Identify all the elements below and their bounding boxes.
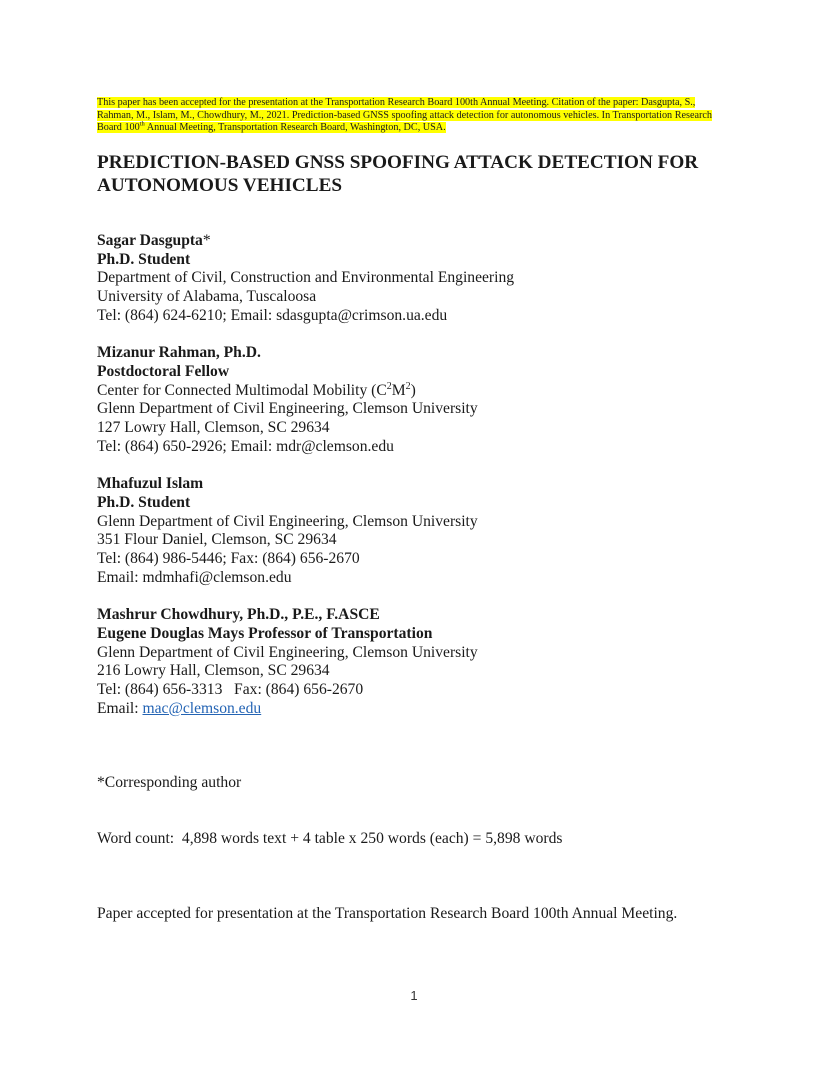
corresponding-author-note: *Corresponding author [97, 774, 242, 791]
author-contact-line: Tel: (864) 986-5446; Fax: (864) 656-2670 [97, 550, 360, 568]
author-affiliation-line: Department of Civil, Construction and Environmental Engineering [97, 269, 515, 287]
acceptance-note-superscript: th [139, 120, 145, 128]
author-position: Ph.D. Student [97, 250, 191, 268]
author-affiliation-line: University of Alabama, Tuscaloosa [97, 288, 317, 306]
author-address-line: 351 Flour Daniel, Clemson, SC 29634 [97, 531, 337, 549]
corresponding-marker: * [202, 232, 211, 249]
acceptance-note [97, 97, 729, 135]
author-contact-line: Tel: (864) 656-3313 Fax: (864) 656-2670 [97, 681, 364, 699]
author-block [97, 475, 757, 587]
author-email-line [97, 700, 757, 719]
author-block [97, 232, 757, 326]
author-block [97, 606, 757, 718]
author-position: Postdoctoral Fellow [97, 363, 230, 381]
center-line-superscript: 2 [405, 380, 411, 392]
author-name: Sagar Dasgupta [97, 232, 203, 249]
center-line-superscript: 2 [386, 380, 392, 392]
author-name: Mhafuzul Islam [97, 475, 204, 493]
author-contact-line: Tel: (864) 624-6210; Email: sdasgupta@crimson.ua.edu [97, 306, 448, 324]
center-line-suffix: ) [410, 381, 416, 399]
author-position: Ph.D. Student [97, 494, 191, 512]
email-link[interactable]: mac@clemson.edu [142, 699, 262, 717]
author-address-line: 127 Lowry Hall, Clemson, SC 29634 [97, 419, 330, 437]
author-affiliation-line: Glenn Department of Civil Engineering, Clemson University [97, 643, 478, 661]
author-name: Mashrur Chowdhury, Ph.D., P.E., F.ASCE [97, 606, 380, 624]
page-number: 1 [410, 988, 418, 1003]
author-name-line [97, 232, 757, 251]
acceptance-statement: Paper accepted for presentation at the Transportation Research Board 100th Annual Meeting. [97, 905, 678, 922]
author-position: Eugene Douglas Mays Professor of Transportation [97, 625, 433, 643]
paper-title: PREDICTION-BASED GNSS SPOOFING ATTACK DETECTION FOR AUTONOMOUS VEHICLES [97, 152, 699, 196]
author-block [97, 344, 757, 456]
word-count: Word count: 4,898 words text + 4 table x 250 words (each) = 5,898 words [97, 830, 563, 847]
author-list [97, 232, 757, 737]
acceptance-note-text-2: Annual Meeting, Transportation Research Board, Washington, DC, USA. [144, 122, 446, 134]
author-email-line: Email: mdmhafi@clemson.edu [97, 568, 292, 586]
author-address-line: 216 Lowry Hall, Clemson, SC 29634 [97, 662, 330, 680]
center-line-prefix: Center for Connected Multimodal Mobility (C [97, 381, 387, 399]
author-contact-line: Tel: (864) 650-2926; Email: mdr@clemson.edu [97, 437, 394, 455]
author-center-line [97, 382, 757, 401]
email-label: Email: [97, 699, 143, 717]
acceptance-note-highlight [97, 97, 712, 133]
author-affiliation-line: Glenn Department of Civil Engineering, Clemson University [97, 512, 478, 530]
author-affiliation-line: Glenn Department of Civil Engineering, Clemson University [97, 400, 478, 418]
author-name: Mizanur Rahman, Ph.D. [97, 344, 261, 362]
acceptance-note-text-1: This paper has been accepted for the presentation at the Transportation Research Board 100th Annual Meeting. Citation of the paper: Dasgupta, S., Rahman, M., Islam, M., Chowdhury, M., 2021. Prediction-based GNSS spoofing attack detection for autonomous vehicles. In Transportation Research Board 100 [97, 97, 713, 134]
center-line-mid: M [391, 381, 406, 399]
